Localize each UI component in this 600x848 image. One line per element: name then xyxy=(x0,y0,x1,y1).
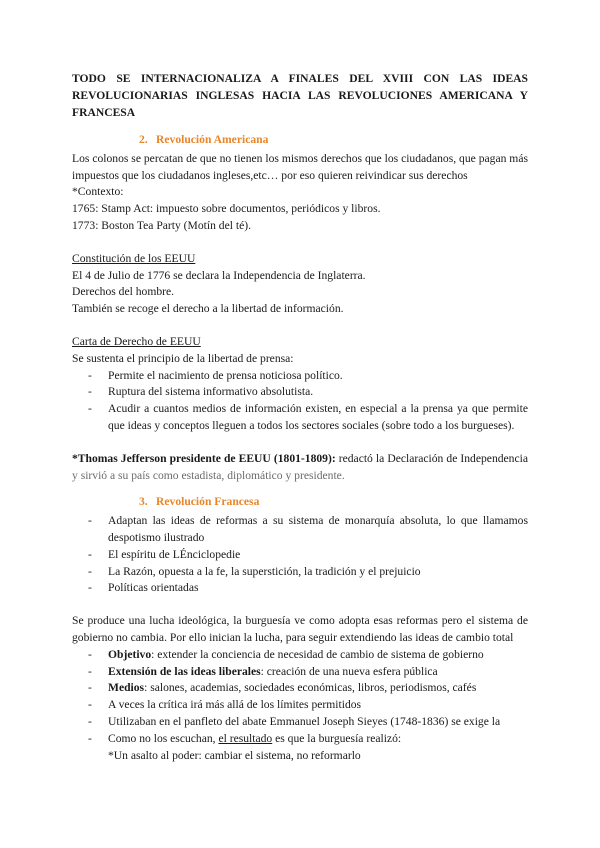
list-item: - Extensión de las ideas liberales: creación de una nueva esfera pública xyxy=(72,664,528,681)
dash-bullet: - xyxy=(88,681,92,695)
list-item: - Permite el nacimiento de prensa noticiosa político. xyxy=(72,368,528,385)
constitution-heading: Constitución de los EEUU xyxy=(72,251,196,265)
section-3-number: 3. xyxy=(139,495,148,509)
constitution-line: Derechos del hombre. xyxy=(72,285,175,299)
dash-bullet: - xyxy=(88,385,92,399)
dash-bullet: - xyxy=(88,581,92,595)
section-3-list xyxy=(72,513,528,597)
section-2-heading-text: Revolución Americana xyxy=(156,133,269,146)
context-item: 1773: Boston Tea Party (Motín del té). xyxy=(72,218,251,232)
list-item: - Objetivo: extender la conciencia de necesidad de cambio de sistema de gobierno xyxy=(72,647,528,664)
dash-bullet: - xyxy=(88,368,92,382)
list-item: - Políticas orientadas xyxy=(72,580,528,597)
list-item: - Medios: salones, academias, sociedades económicas, libros, periodismos, cafés xyxy=(72,680,528,697)
list-item: - Adaptan las ideas de reformas a su sistema de monarquía absoluta, lo que llamamos despotismo ilustrado xyxy=(88,514,528,544)
bill-list xyxy=(72,368,528,435)
jefferson-bold: *Thomas Jefferson presidente de EEUU (1801-1809): xyxy=(72,451,336,465)
jefferson-paragraph: *Thomas Jefferson presidente de EEUU (1801-1809): redactó la Declaración de Independencia y sirvió a su país como estadista, diplomático y presidente. xyxy=(72,451,528,482)
section-2-number: 2. xyxy=(139,133,148,146)
dash-bullet: - xyxy=(88,647,92,661)
list-item: - A veces la crítica irá más allá de los límites permitidos xyxy=(72,697,528,714)
section-3-heading xyxy=(72,494,528,511)
section-2-intro: Los colonos se percatan de que no tienen los mismos derechos que los ciudadanos, que pagan más impuestos que los ciudadanos ingleses,etc… por eso quieren reivindicar sus derechos xyxy=(72,151,528,182)
dash-bullet: - xyxy=(88,514,92,528)
ideological-struggle-paragraph: Se produce una lucha ideológica, la burguesía ve como adopta esas reformas pero el sistema de gobierno no cambia. Por ello inician la lucha, para seguir extendiendo las ideas de cambio total xyxy=(72,614,528,644)
dash-bullet: - xyxy=(88,402,92,416)
section-2-heading xyxy=(72,132,528,149)
constitution-line: El 4 de Julio de 1776 se declara la Independencia de Inglaterra. xyxy=(72,268,366,282)
result-underlined: el resultado xyxy=(218,731,273,745)
result-note: *Un asalto al poder: cambiar el sistema, no reformarlo xyxy=(108,748,361,762)
bill-heading: Carta de Derecho de EEUU xyxy=(72,334,201,348)
document-body xyxy=(72,70,528,764)
section-3-heading-text: Revolución Francesa xyxy=(156,495,260,509)
bill-intro: Se sustenta el principio de la libertad de prensa: xyxy=(72,351,294,365)
constitution-line: También se recoge el derecho a la libertad de información. xyxy=(72,302,344,316)
dash-bullet: - xyxy=(88,731,92,745)
document-title: TODO SE INTERNACIONALIZA A FINALES DEL XVIII CON LAS IDEAS REVOLUCIONARIAS INGLESAS HACIA LAS REVOLUCIONES AMERICANA Y FRANCESA xyxy=(72,72,528,119)
context-label: *Contexto: xyxy=(72,185,124,199)
context-item: 1765: Stamp Act: impuesto sobre documentos, periódicos y libros. xyxy=(72,202,381,216)
dash-bullet: - xyxy=(88,564,92,578)
list-item: - Acudir a cuantos medios de información existen, en especial a la prensa ya que permite que ideas y conceptos lleguen a todos los sectores sociales (sobre todo a los burgueses). xyxy=(88,402,528,432)
dash-bullet: - xyxy=(88,547,92,561)
dash-bullet: - xyxy=(88,714,92,728)
dash-bullet: - xyxy=(88,664,92,678)
list-item: - Ruptura del sistema informativo absolutista. xyxy=(72,384,528,401)
list-item: - La Razón, opuesta a la fe, la superstición, la tradición y el prejuicio xyxy=(72,564,528,581)
dash-bullet: - xyxy=(88,698,92,712)
details-list xyxy=(72,647,528,765)
list-item: - El espíritu de LÉnciclopedie xyxy=(72,547,528,564)
list-item: - Utilizaban en el panfleto del abate Emmanuel Joseph Sieyes (1748-1836) se exige la xyxy=(72,714,528,731)
list-item: - Como no los escuchan, el resultado es que la burguesía realizó: *Un asalto al poder: cambiar el sistema, no reformarlo xyxy=(88,731,402,762)
